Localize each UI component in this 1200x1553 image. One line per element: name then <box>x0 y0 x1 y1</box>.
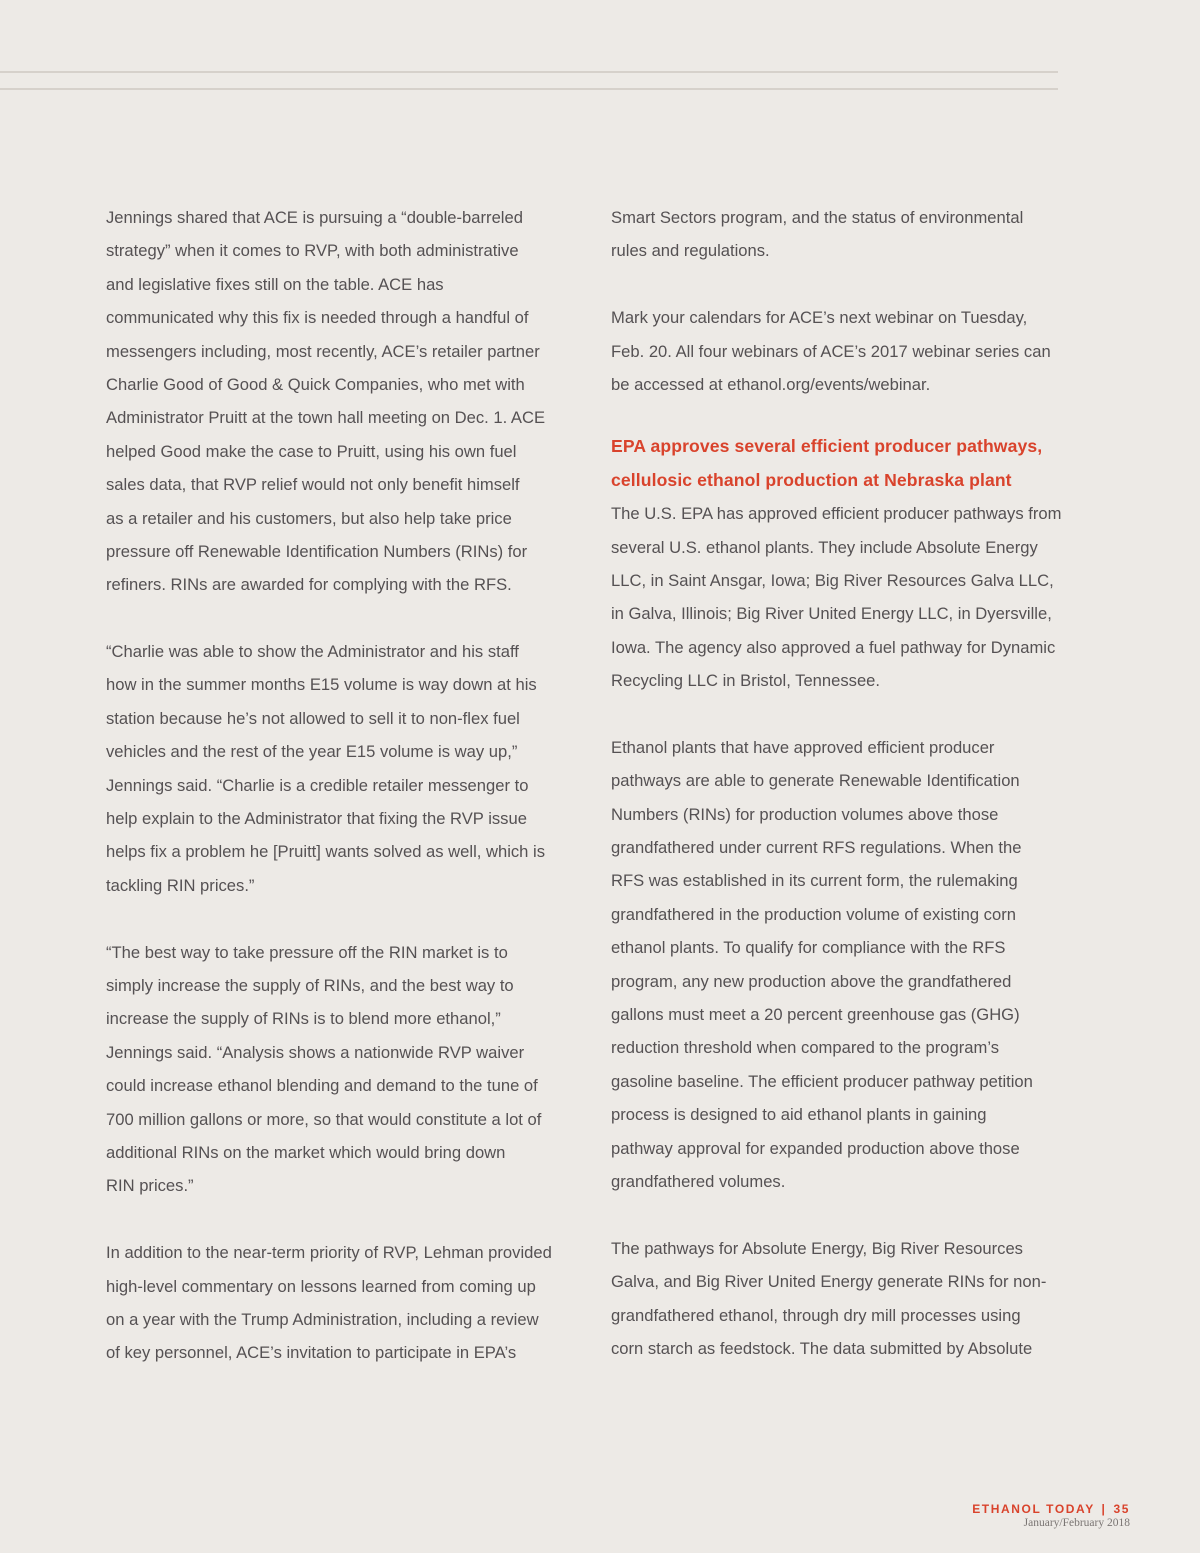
text-line: Iowa. The agency also approved a fuel pathway for Dynamic <box>611 637 1056 657</box>
text-line: Feb. 20. All four webinars of ACE’s 2017 webinar series can <box>611 341 1051 361</box>
text-line: RFS was established in its current form, the rulemaking <box>611 871 1018 891</box>
section-heading <box>611 430 1063 497</box>
page-footer <box>972 1502 1130 1530</box>
text-line: Numbers (RINs) for production volumes above those <box>611 804 999 824</box>
paragraph-gap <box>611 268 1063 301</box>
paragraph <box>611 201 1063 268</box>
text-line: of key personnel, ACE’s invitation to participate in EPA’s <box>106 1343 517 1363</box>
text-line: grandfathered in the production volume of existing corn <box>611 904 1016 924</box>
text-line: program, any new production above the grandfathered <box>611 971 1012 991</box>
heading-line: cellulosic ethanol production at Nebraska plant <box>611 469 1012 490</box>
text-line: Ethanol plants that have approved efficient producer <box>611 737 995 757</box>
header-rule-top <box>0 71 1058 73</box>
text-line: help explain to the Administrator that fixing the RVP issue <box>106 809 527 829</box>
paragraph <box>106 1236 568 1370</box>
text-line: additional RINs on the market which would bring down <box>106 1142 506 1162</box>
paragraph <box>106 936 568 1203</box>
text-line: on a year with the Trump Administration, including a review <box>106 1309 539 1329</box>
paragraph-gap <box>106 1203 568 1236</box>
text-line: Galva, and Big River United Energy generate RINs for non- <box>611 1272 1047 1292</box>
text-line: The U.S. EPA has approved efficient producer pathways from <box>611 504 1062 524</box>
text-line: high-level commentary on lessons learned from coming up <box>106 1276 536 1296</box>
paragraph-gap <box>106 902 568 935</box>
text-line: “Charlie was able to show the Administrator and his staff <box>106 642 519 662</box>
header-rule-bottom <box>0 88 1058 90</box>
footer-folio <box>972 1502 1130 1517</box>
text-line: Smart Sectors program, and the status of environmental <box>611 208 1024 227</box>
text-line: Recycling LLC in Bristol, Tennessee. <box>611 671 881 691</box>
text-line: in Galva, Illinois; Big River United Energy LLC, in Dyersville, <box>611 604 1052 624</box>
paragraph <box>611 731 1063 1198</box>
text-line: vehicles and the rest of the year E15 volume is way up,” <box>106 742 518 762</box>
text-line: gallons must meet a 20 percent greenhouse gas (GHG) <box>611 1004 1020 1024</box>
text-line: gasoline baseline. The efficient producer pathway petition <box>611 1071 1033 1091</box>
text-line: LLC, in Saint Ansgar, Iowa; Big River Resources Galva LLC, <box>611 570 1054 590</box>
text-line: how in the summer months E15 volume is way down at his <box>106 675 537 695</box>
text-line: grandfathered under current RFS regulations. When the <box>611 838 1022 858</box>
text-line: strategy” when it comes to RVP, with both administrative <box>106 241 519 261</box>
right-column <box>611 201 1063 1365</box>
heading-line: EPA approves several efficient producer pathways, <box>611 436 1043 457</box>
paragraph <box>611 1232 1063 1366</box>
text-line: simply increase the supply of RINs, and the best way to <box>106 975 514 995</box>
left-column <box>106 201 568 1370</box>
text-line: The pathways for Absolute Energy, Big River Resources <box>611 1238 1023 1258</box>
text-line: grandfathered ethanol, through dry mill processes using <box>611 1305 1021 1325</box>
text-line: and legislative fixes still on the table. ACE has <box>106 274 444 294</box>
text-line: Administrator Pruitt at the town hall meeting on Dec. 1. ACE <box>106 408 546 428</box>
text-line: rules and regulations. <box>611 241 770 261</box>
text-line: ethanol plants. To qualify for compliance with the RFS <box>611 938 1006 958</box>
folio-separator: | <box>1101 1502 1107 1516</box>
issue-date: January/February 2018 <box>1023 1517 1130 1529</box>
text-line: as a retailer and his customers, but also help take price <box>106 508 512 528</box>
text-line: corn starch as feedstock. The data submitted by Absolute <box>611 1338 1033 1358</box>
page-number: 35 <box>1113 1502 1130 1516</box>
paragraph <box>611 301 1063 401</box>
text-line: station because he’s not allowed to sell it to non-flex fuel <box>106 708 520 728</box>
text-line: Jennings said. “Charlie is a credible retailer messenger to <box>106 775 529 795</box>
text-line: be accessed at ethanol.org/events/webinar. <box>611 374 931 394</box>
text-line: In addition to the near-term priority of RVP, Lehman provided <box>106 1243 552 1263</box>
paragraph <box>106 201 568 602</box>
text-line: tackling RIN prices.” <box>106 875 255 895</box>
paragraph <box>106 635 568 902</box>
paragraph-gap <box>106 602 568 635</box>
paragraph <box>611 497 1063 697</box>
text-line: reduction threshold when compared to the program’s <box>611 1038 1000 1058</box>
text-line: helped Good make the case to Pruitt, using his own fuel <box>106 441 517 461</box>
text-line: Charlie Good of Good & Quick Companies, who met with <box>106 374 525 394</box>
text-line: could increase ethanol blending and demand to the tune of <box>106 1076 538 1096</box>
text-line: grandfathered volumes. <box>611 1171 786 1191</box>
text-line: sales data, that RVP relief would not only benefit himself <box>106 475 520 495</box>
text-line: messengers including, most recently, ACE’s retailer partner <box>106 341 540 361</box>
text-line: Jennings shared that ACE is pursuing a “double-barreled <box>106 208 523 227</box>
text-line: several U.S. ethanol plants. They include Absolute Energy <box>611 537 1038 557</box>
paragraph-gap <box>611 697 1063 730</box>
text-line: refiners. RINs are awarded for complying with the RFS. <box>106 575 512 595</box>
text-line: pressure off Renewable Identification Numbers (RINs) for <box>106 541 528 561</box>
text-line: pathway approval for expanded production above those <box>611 1138 1020 1158</box>
text-line: pathways are able to generate Renewable Identification <box>611 771 1020 791</box>
text-line: Jennings said. “Analysis shows a nationwide RVP waiver <box>106 1042 525 1062</box>
text-line: communicated why this fix is needed through a handful of <box>106 308 529 328</box>
text-line: 700 million gallons or more, so that would constitute a lot of <box>106 1109 542 1129</box>
text-line: RIN prices.” <box>106 1176 194 1196</box>
text-line: process is designed to aid ethanol plants in gaining <box>611 1105 987 1125</box>
paragraph-gap <box>611 1198 1063 1231</box>
text-line: increase the supply of RINs is to blend more ethanol,” <box>106 1009 501 1029</box>
publication-name: ETHANOL TODAY <box>972 1502 1095 1516</box>
text-line: “The best way to take pressure off the RIN market is to <box>106 942 508 962</box>
text-line: Mark your calendars for ACE’s next webinar on Tuesday, <box>611 308 1028 328</box>
text-line: helps fix a problem he [Pruitt] wants solved as well, which is <box>106 842 546 862</box>
